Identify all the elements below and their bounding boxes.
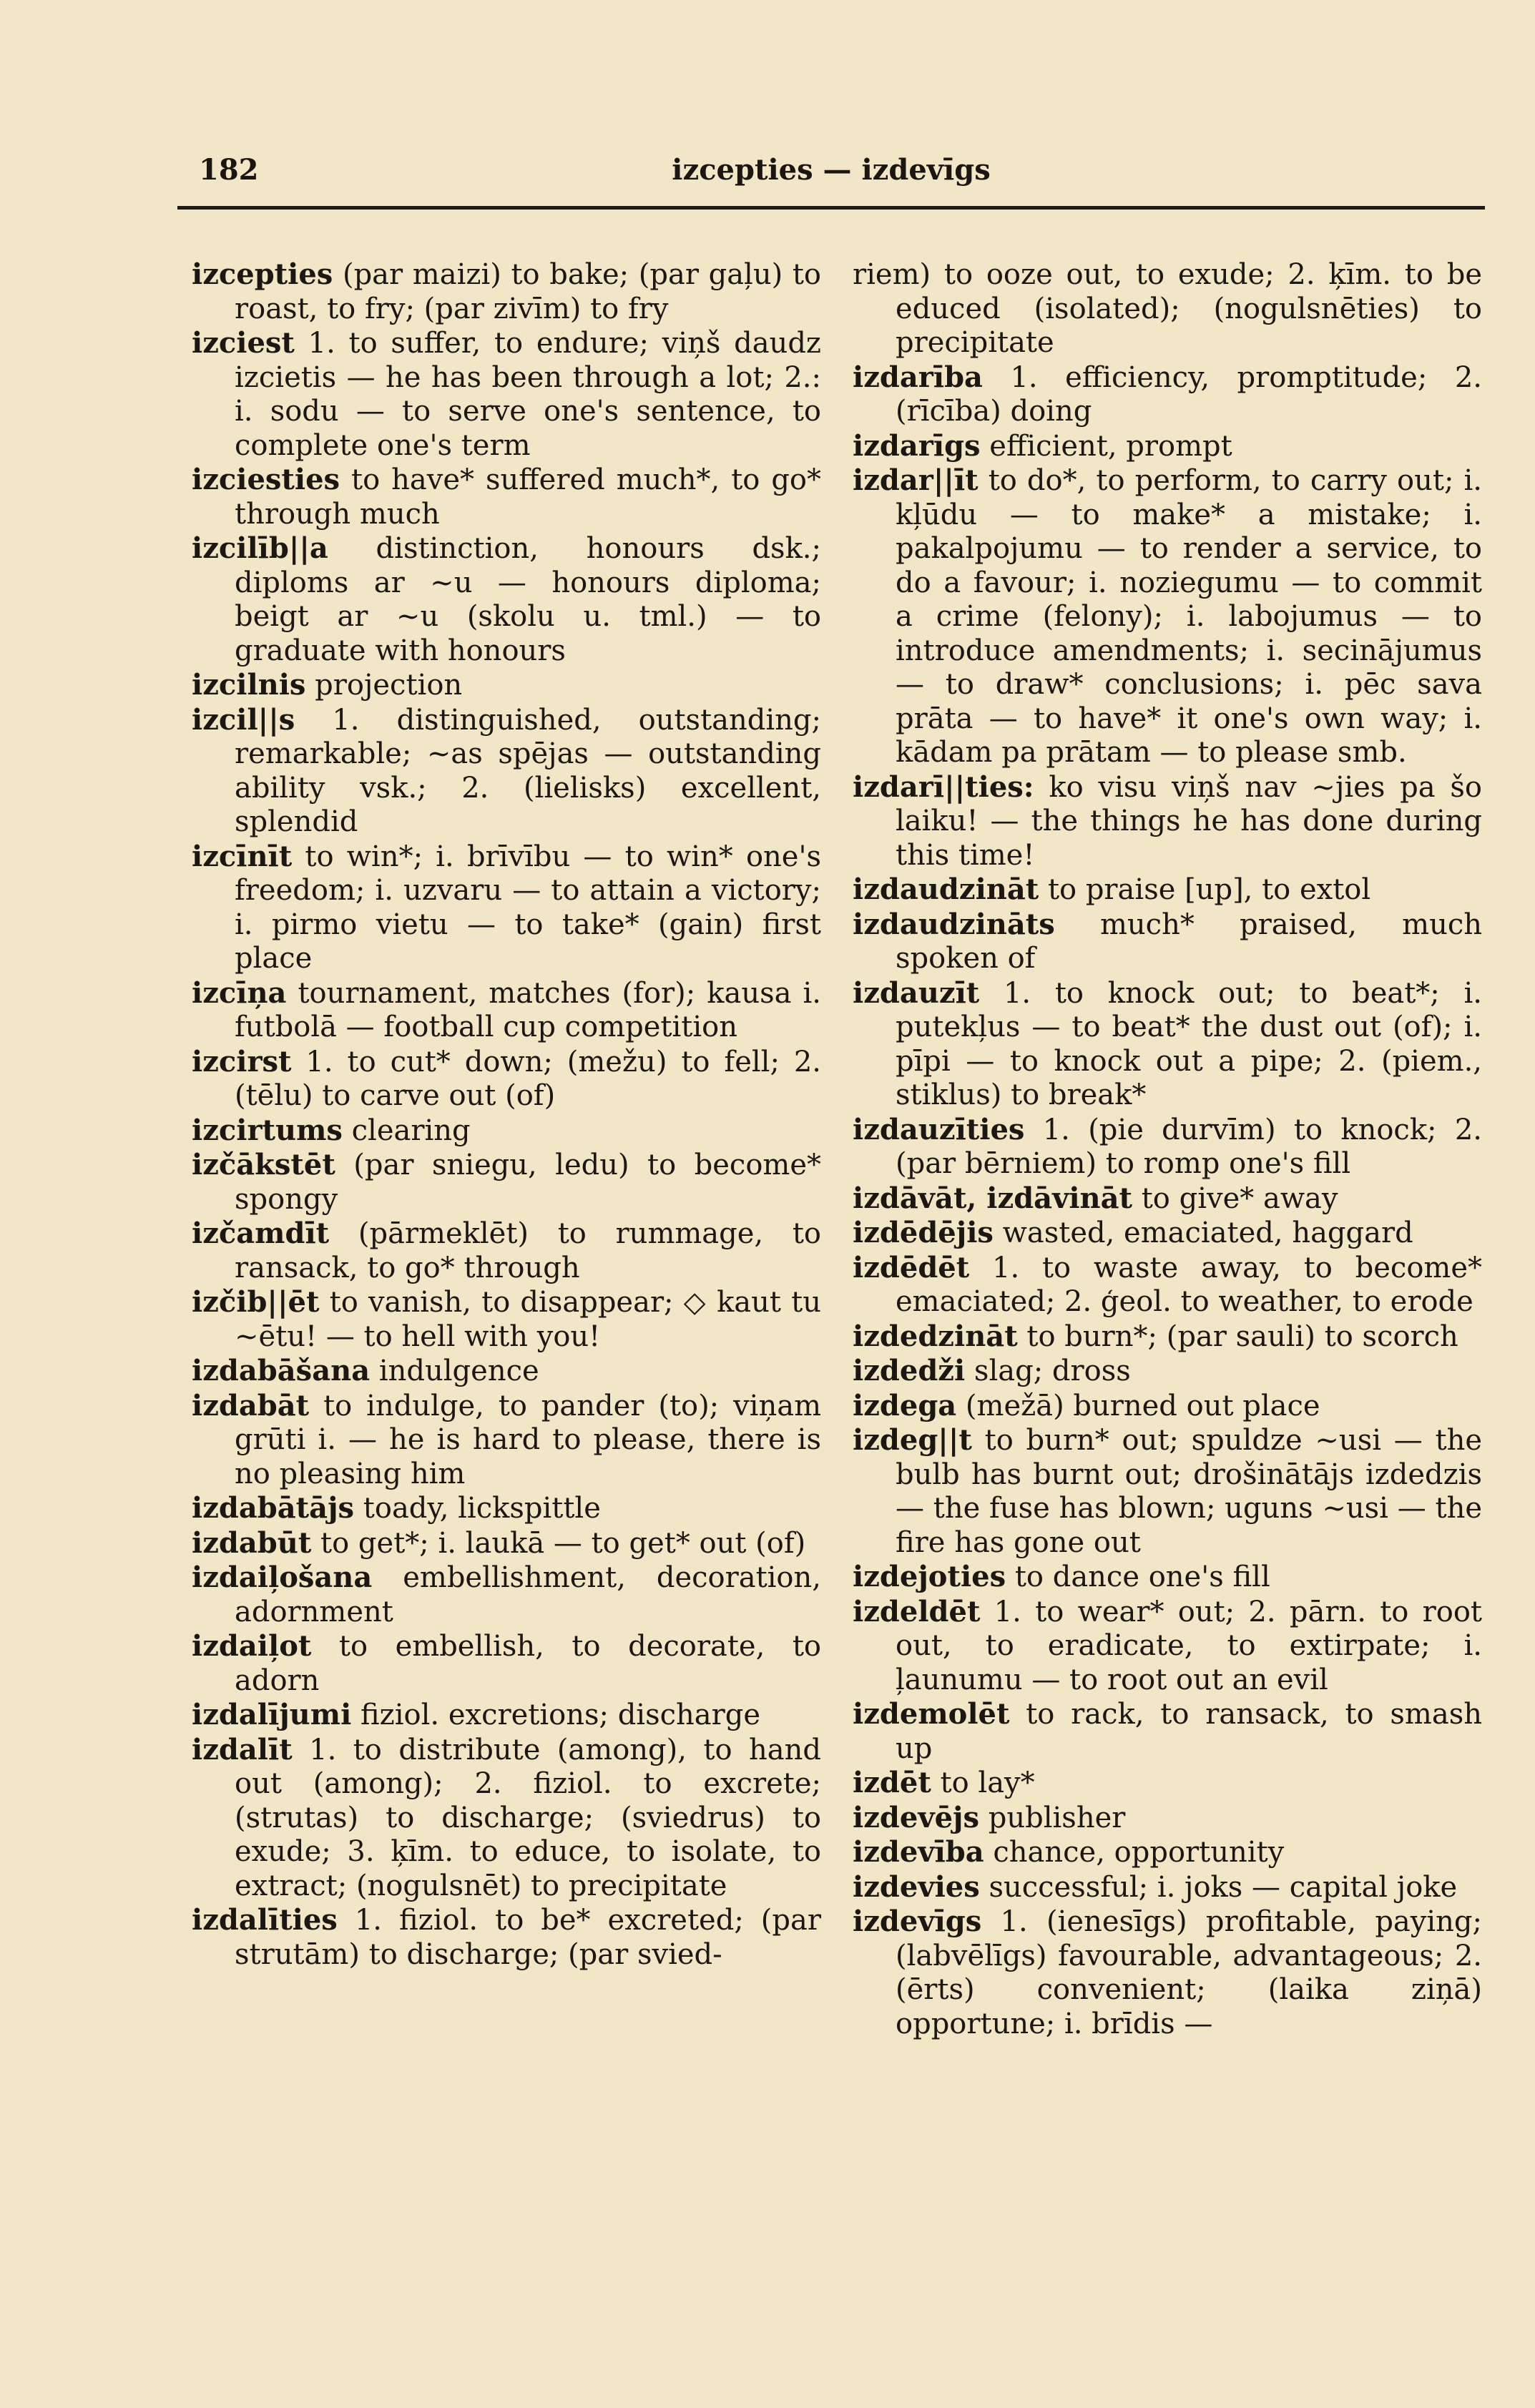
definition: 1. to suffer, to endure; viņš daudz izcietis — he has been through a lot; 2.: i. sodu — to serve one's sentence, to complete one's term bbox=[235, 327, 821, 462]
headword: izcilnis bbox=[192, 668, 306, 702]
entry bbox=[853, 1595, 1482, 1698]
definition: (pārmeklēt) to rummage, to ransack, to go* through bbox=[235, 1217, 821, 1284]
header-rule bbox=[177, 206, 1485, 210]
entry bbox=[192, 1698, 821, 1733]
entry bbox=[853, 463, 1482, 770]
definition: to embellish, to decorate, to adorn bbox=[235, 1630, 821, 1697]
definition: to praise [up], to extol bbox=[1039, 873, 1371, 906]
entry bbox=[192, 1148, 821, 1217]
definition: 1. to waste away, to become* emaciated; 2. ģeol. to weather, to erode bbox=[896, 1251, 1482, 1318]
entry bbox=[853, 1320, 1482, 1355]
headword: izčākstēt bbox=[192, 1148, 335, 1181]
headword: izcirst bbox=[192, 1044, 292, 1078]
definition: to dance one's fill bbox=[1006, 1561, 1270, 1593]
definition: distinction, honours dsk.; diploms ar ~u — honours diploma; beigt ar ~u (skolu u. tml.) — to graduate with honours bbox=[235, 532, 821, 667]
definition: tournament, matches (for); kausa i. futbolā — football cup competition bbox=[235, 976, 821, 1043]
entry bbox=[192, 1526, 821, 1561]
definition: to burn*; (par sauli) to scorch bbox=[1017, 1320, 1458, 1353]
definition: (par sniegu, ledu) to become* spongy bbox=[235, 1149, 821, 1216]
headword: izcepties bbox=[192, 257, 333, 291]
definition: 1. (ienesīgs) profitable, paying; (labvēlīgs) favourable, advantageous; 2. (ērts) convenient; (laika ziņā) opportune; i. brīdis — bbox=[896, 1905, 1482, 2040]
entry bbox=[853, 908, 1482, 976]
headword: izčamdīt bbox=[192, 1217, 330, 1250]
entry bbox=[853, 1835, 1482, 1870]
left-column bbox=[192, 257, 821, 1972]
entry bbox=[853, 770, 1482, 873]
headword: izdalīties bbox=[192, 1903, 338, 1937]
entry bbox=[192, 326, 821, 463]
entry bbox=[192, 257, 821, 326]
entry bbox=[853, 1389, 1482, 1424]
entry bbox=[853, 1423, 1482, 1560]
entry bbox=[192, 1045, 821, 1114]
headword: izdaiļot bbox=[192, 1629, 312, 1663]
headword: izcīnīt bbox=[192, 839, 293, 873]
entry bbox=[192, 1389, 821, 1492]
headword: izdaiļošana bbox=[192, 1561, 373, 1594]
entry bbox=[192, 463, 821, 531]
headword: izdedzināt bbox=[853, 1319, 1018, 1353]
entry bbox=[192, 976, 821, 1045]
entry bbox=[192, 703, 821, 840]
headword: izdalījumi bbox=[192, 1698, 352, 1731]
headword: izdēdējis bbox=[853, 1216, 994, 1249]
entry bbox=[192, 1354, 821, 1389]
headword: izdēt bbox=[853, 1766, 931, 1799]
definition: to lay* bbox=[931, 1766, 1035, 1799]
headword: izdalīt bbox=[192, 1732, 293, 1766]
headword: izdedži bbox=[853, 1354, 966, 1387]
definition: to rack, to ransack, to smash up bbox=[896, 1698, 1482, 1765]
headword: izdēdēt bbox=[853, 1250, 970, 1284]
entry bbox=[192, 668, 821, 703]
headword: izdemolēt bbox=[853, 1697, 1010, 1731]
entry bbox=[853, 1181, 1482, 1217]
entry bbox=[853, 976, 1482, 1113]
entry bbox=[192, 1733, 821, 1904]
definition: wasted, emaciated, haggard bbox=[993, 1217, 1413, 1249]
definition: ko visu viņš nav ~jies pa šo laiku! — the things he has done during this time! bbox=[896, 770, 1482, 872]
headword: izcīņa bbox=[192, 976, 287, 1010]
definition: 1. (pie durvīm) to knock; 2. (par bērniem) to romp one's fill bbox=[896, 1113, 1482, 1180]
right-column bbox=[853, 257, 1482, 2041]
entry bbox=[853, 257, 1482, 360]
entry bbox=[853, 1354, 1482, 1389]
definition: to get*; i. laukā — to get* out (of) bbox=[311, 1526, 806, 1560]
headword: izdauzīt bbox=[853, 976, 980, 1010]
definition: to win*; i. brīvību — to win* one's freedom; i. uzvaru — to attain a victory; i. pirmo vietu — to take* (gain) first place bbox=[235, 840, 821, 975]
headword: izdabūt bbox=[192, 1525, 312, 1560]
entry bbox=[853, 360, 1482, 429]
headword: izdauzīties bbox=[853, 1112, 1025, 1146]
entry bbox=[853, 1697, 1482, 1766]
entry bbox=[853, 1251, 1482, 1320]
definition: embellishment, decoration, adornment bbox=[235, 1561, 821, 1628]
headword: izdaudzināt bbox=[853, 873, 1039, 906]
headword: izciest bbox=[192, 326, 295, 360]
headword: izdega bbox=[853, 1388, 957, 1422]
page-header bbox=[177, 153, 1485, 196]
entry bbox=[192, 1217, 821, 1285]
headword: izdevējs bbox=[853, 1800, 980, 1834]
definition: chance, opportunity bbox=[984, 1836, 1285, 1869]
entry bbox=[853, 1766, 1482, 1801]
entry bbox=[192, 1903, 821, 1972]
headword: izdabātājs bbox=[192, 1491, 355, 1525]
definition: to indulge, to pander (to); viņam grūti i. — he is hard to please, there is no pleasing him bbox=[235, 1389, 821, 1490]
definition: much* praised, much spoken of bbox=[896, 908, 1482, 975]
headword: izdejoties bbox=[853, 1560, 1006, 1593]
running-head: izcepties — izdevīgs bbox=[672, 153, 991, 187]
headword: izdaudzināts bbox=[853, 907, 1055, 941]
headword: izcirtums bbox=[192, 1113, 343, 1147]
entry bbox=[192, 531, 821, 668]
entry bbox=[853, 873, 1482, 908]
headword: izdeldēt bbox=[853, 1594, 981, 1628]
entry bbox=[853, 429, 1482, 464]
definition: 1. to knock out; to beat*; i. putekļus — to beat* the dust out (of); i. pīpi — to knock out a pipe; 2. (piem., stiklus) to break* bbox=[896, 976, 1482, 1111]
entry bbox=[192, 1491, 821, 1526]
definition: (mežā) burned out place bbox=[956, 1389, 1320, 1422]
headword: izdevīgs bbox=[853, 1905, 982, 1938]
entry bbox=[192, 1114, 821, 1149]
headword: izdeg||t bbox=[853, 1423, 972, 1457]
headword: izcil||s bbox=[192, 702, 295, 737]
definition: slag; dross bbox=[965, 1355, 1131, 1387]
entry bbox=[192, 1561, 821, 1629]
headword: izdar||īt bbox=[853, 463, 979, 497]
definition: efficient, prompt bbox=[980, 429, 1232, 463]
headword: izdarīgs bbox=[853, 428, 981, 463]
definition: to give* away bbox=[1132, 1181, 1338, 1215]
definition: fiziol. excretions; discharge bbox=[351, 1699, 761, 1731]
headword: izdarība bbox=[853, 360, 983, 394]
definition: 1. to wear* out; 2. pārn. to root out, to eradicate, to extirpate; i. ļaunumu — to root out an evil bbox=[896, 1595, 1482, 1696]
entry bbox=[853, 1905, 1482, 2041]
definition: 1. distinguished, outstanding; remarkable; ~as spējas — outstanding ability vsk.; 2. (lielisks) excellent, splendid bbox=[235, 703, 821, 838]
definition: to have* suffered much*, to go* through much bbox=[235, 463, 821, 531]
definition: (par maizi) to bake; (par gaļu) to roast, to fry; (par zivīm) to fry bbox=[235, 258, 821, 325]
entry bbox=[853, 1113, 1482, 1181]
definition: indulgence bbox=[370, 1355, 539, 1387]
entry bbox=[853, 1560, 1482, 1595]
definition: 1. efficiency, promptitude; 2. (rīcība) doing bbox=[896, 360, 1482, 428]
definition: riem) to ooze out, to exude; 2. ķīm. to be educed (isolated); (nogulsnēties) to precipitate bbox=[853, 258, 1482, 359]
entry bbox=[853, 1216, 1482, 1251]
definition: successful; i. joks — capital joke bbox=[979, 1870, 1458, 1904]
definition: publisher bbox=[979, 1801, 1126, 1834]
entry bbox=[853, 1801, 1482, 1836]
headword: izcilīb||a bbox=[192, 531, 328, 565]
headword: izdarī||ties: bbox=[853, 770, 1034, 804]
headword: izdāvāt, izdāvināt bbox=[853, 1181, 1132, 1215]
definition: 1. to cut* down; (mežu) to fell; 2. (tēlu) to carve out (of) bbox=[235, 1045, 821, 1112]
page-number: 182 bbox=[199, 153, 259, 187]
definition: to vanish, to disappear; ◇ kaut tu ~ētu! — to hell with you! bbox=[235, 1286, 821, 1353]
entry bbox=[192, 1285, 821, 1354]
entry bbox=[192, 1629, 821, 1698]
entry bbox=[853, 1870, 1482, 1905]
headword: izdabāšana bbox=[192, 1354, 371, 1387]
definition: to do*, to perform, to carry out; i. kļūdu — to make* a mistake; i. pakalpojumu — to render a service, to do a favour; i. noziegumu — to commit a crime (felony); i. labojumus — to introduce amendments; i. secinājumus — to draw* conclusions; i. pēc sava prāta — to have* it one's own way; i. kādam pa prātam — to please smb. bbox=[896, 464, 1482, 769]
headword: izciesties bbox=[192, 463, 340, 496]
entry bbox=[192, 840, 821, 976]
headword: izdevies bbox=[853, 1869, 980, 1904]
definition: 1. fiziol. to be* excreted; (par strutām) to discharge; (par svied- bbox=[235, 1904, 821, 1971]
definition: to burn* out; spuldze ~usi — the bulb has burnt out; drošinātājs izdedzis — the fuse has blown; uguns ~usi — the fire has gone out bbox=[896, 1424, 1482, 1559]
headword: izdevība bbox=[853, 1835, 984, 1869]
definition: 1. to distribute (among), to hand out (among); 2. fiziol. to excrete; (strutas) to discharge; (sviedrus) to exude; 3. ķīm. to educe, to isolate, to extract; (nogulsnēt) to precipitate bbox=[235, 1733, 821, 1902]
headword: izčib||ēt bbox=[192, 1285, 320, 1319]
definition: projection bbox=[305, 669, 463, 702]
headword: izdabāt bbox=[192, 1388, 310, 1422]
definition: clearing bbox=[342, 1114, 471, 1147]
definition: toady, lickspittle bbox=[354, 1492, 601, 1525]
